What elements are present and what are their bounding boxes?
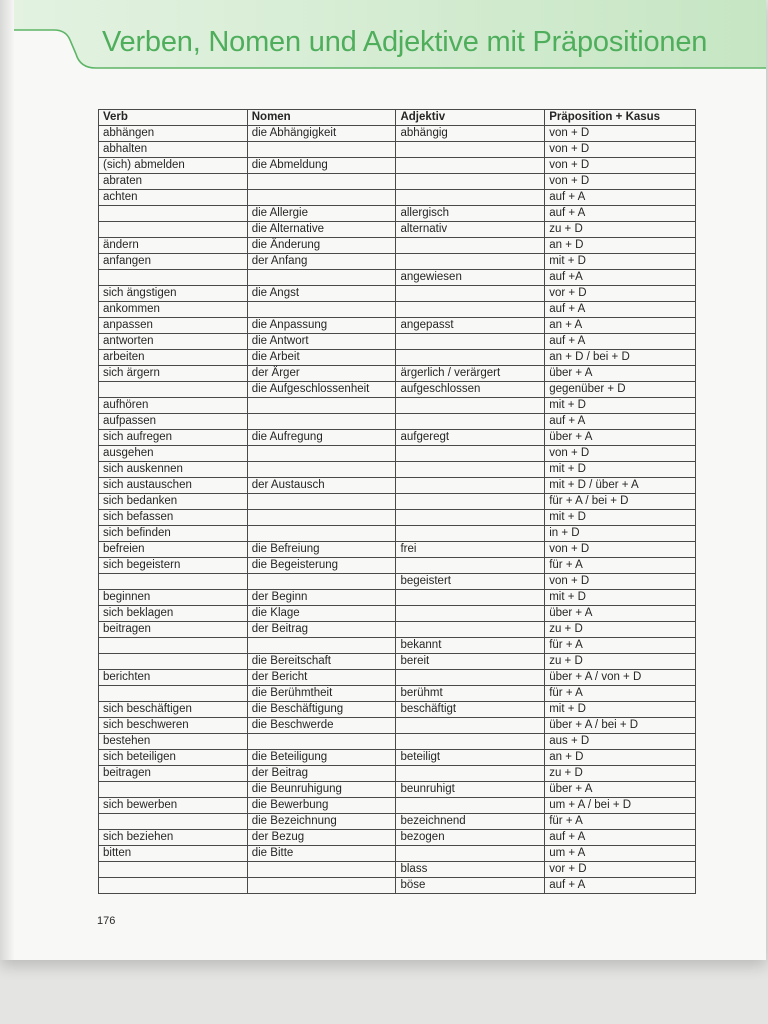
table-row [99, 878, 696, 894]
praeposition-cell: mit + D [545, 398, 696, 414]
praeposition-cell: mit + D [545, 254, 696, 270]
nomen-cell: die Bereitschaft [247, 654, 396, 670]
nomen-cell [247, 574, 396, 590]
table-row [99, 462, 696, 478]
adjektiv-cell: bezogen [396, 830, 545, 846]
adjektiv-cell: abhängig [396, 126, 545, 142]
praeposition-cell: auf + A [545, 190, 696, 206]
adjektiv-cell [396, 606, 545, 622]
praeposition-cell: von + D [545, 126, 696, 142]
nomen-cell [247, 462, 396, 478]
table-row [99, 686, 696, 702]
verb-cell: sich begeistern [99, 558, 248, 574]
nomen-cell: die Aufgeschlossenheit [247, 382, 396, 398]
praeposition-cell: auf + A [545, 206, 696, 222]
adjektiv-cell [396, 622, 545, 638]
nomen-cell [247, 270, 396, 286]
nomen-cell: der Bezug [247, 830, 396, 846]
table-row [99, 334, 696, 350]
nomen-cell [247, 398, 396, 414]
verb-cell: antworten [99, 334, 248, 350]
page-title: Verben, Nomen und Adjektive mit Präpositionen [102, 26, 708, 58]
praeposition-cell: von + D [545, 142, 696, 158]
nomen-cell [247, 190, 396, 206]
nomen-cell [247, 414, 396, 430]
table-row [99, 270, 696, 286]
verb-cell [99, 222, 248, 238]
adjektiv-cell [396, 286, 545, 302]
nomen-cell: der Bericht [247, 670, 396, 686]
adjektiv-cell [396, 302, 545, 318]
adjektiv-cell: böse [396, 878, 545, 894]
table-row [99, 254, 696, 270]
verb-cell [99, 206, 248, 222]
verb-cell: aufhören [99, 398, 248, 414]
adjektiv-cell [396, 734, 545, 750]
verb-cell: sich bewerben [99, 798, 248, 814]
praeposition-cell: zu + D [545, 622, 696, 638]
verb-cell: abhalten [99, 142, 248, 158]
nomen-cell: der Austausch [247, 478, 396, 494]
verb-cell: sich auskennen [99, 462, 248, 478]
adjektiv-cell [396, 510, 545, 526]
adjektiv-cell: begeistert [396, 574, 545, 590]
praeposition-cell: auf + A [545, 830, 696, 846]
nomen-cell [247, 878, 396, 894]
praeposition-cell: auf + A [545, 302, 696, 318]
table-row [99, 398, 696, 414]
verb-cell: anfangen [99, 254, 248, 270]
praeposition-cell: von + D [545, 542, 696, 558]
praeposition-cell: an + D [545, 238, 696, 254]
table-header-row [99, 110, 696, 126]
table-row [99, 510, 696, 526]
table-row [99, 798, 696, 814]
nomen-cell [247, 142, 396, 158]
verb-cell: achten [99, 190, 248, 206]
adjektiv-cell: beunruhigt [396, 782, 545, 798]
verb-cell [99, 814, 248, 830]
praeposition-cell: zu + D [545, 766, 696, 782]
nomen-cell: die Änderung [247, 238, 396, 254]
table-row [99, 494, 696, 510]
table-row [99, 654, 696, 670]
praeposition-cell: zu + D [545, 654, 696, 670]
nomen-cell [247, 446, 396, 462]
adjektiv-cell: bekannt [396, 638, 545, 654]
page-number: 176 [97, 915, 116, 927]
table-row [99, 846, 696, 862]
table-row [99, 238, 696, 254]
adjektiv-cell: beteiligt [396, 750, 545, 766]
nomen-cell [247, 734, 396, 750]
praeposition-cell: über + A / von + D [545, 670, 696, 686]
verb-cell: abhängen [99, 126, 248, 142]
verb-cell: berichten [99, 670, 248, 686]
nomen-cell: der Beitrag [247, 766, 396, 782]
adjektiv-cell [396, 494, 545, 510]
nomen-cell [247, 526, 396, 542]
nomen-cell: die Abhängigkeit [247, 126, 396, 142]
nomen-cell: der Beitrag [247, 622, 396, 638]
adjektiv-cell [396, 398, 545, 414]
nomen-cell: die Abmeldung [247, 158, 396, 174]
nomen-cell: die Antwort [247, 334, 396, 350]
table-row [99, 734, 696, 750]
table-row [99, 158, 696, 174]
table-row [99, 430, 696, 446]
page-binding-edge [0, 0, 14, 960]
adjektiv-cell [396, 670, 545, 686]
table-row [99, 222, 696, 238]
verb-cell: sich beteiligen [99, 750, 248, 766]
praeposition-cell: an + D / bei + D [545, 350, 696, 366]
nomen-cell: die Alternative [247, 222, 396, 238]
table-row [99, 558, 696, 574]
adjektiv-cell [396, 190, 545, 206]
adjektiv-cell [396, 446, 545, 462]
column-header-adjektiv: Adjektiv [396, 110, 545, 126]
adjektiv-cell [396, 478, 545, 494]
table-row [99, 862, 696, 878]
praeposition-cell: um + A / bei + D [545, 798, 696, 814]
table-row [99, 350, 696, 366]
praeposition-cell: für + A [545, 686, 696, 702]
adjektiv-cell: berühmt [396, 686, 545, 702]
praeposition-cell: mit + D [545, 702, 696, 718]
table-row [99, 542, 696, 558]
nomen-cell: die Befreiung [247, 542, 396, 558]
verb-cell: sich beschweren [99, 718, 248, 734]
adjektiv-cell: bereit [396, 654, 545, 670]
verb-cell: sich ärgern [99, 366, 248, 382]
nomen-cell: der Beginn [247, 590, 396, 606]
adjektiv-cell [396, 142, 545, 158]
table-row [99, 670, 696, 686]
verb-cell: ändern [99, 238, 248, 254]
verb-cell: sich beklagen [99, 606, 248, 622]
header-band [0, 0, 766, 72]
nomen-cell: die Bitte [247, 846, 396, 862]
verb-cell: arbeiten [99, 350, 248, 366]
table-row [99, 206, 696, 222]
nomen-cell: die Beunruhigung [247, 782, 396, 798]
praeposition-cell: um + A [545, 846, 696, 862]
nomen-cell: die Beteiligung [247, 750, 396, 766]
verb-cell: sich befassen [99, 510, 248, 526]
verb-cell [99, 574, 248, 590]
nomen-cell: die Berühmtheit [247, 686, 396, 702]
nomen-cell [247, 638, 396, 654]
table-row [99, 446, 696, 462]
table-row [99, 286, 696, 302]
adjektiv-cell [396, 334, 545, 350]
praeposition-cell: an + D [545, 750, 696, 766]
verb-cell [99, 862, 248, 878]
nomen-cell: die Anpassung [247, 318, 396, 334]
praeposition-cell: für + A [545, 814, 696, 830]
vocabulary-table [98, 109, 696, 894]
nomen-cell: die Allergie [247, 206, 396, 222]
adjektiv-cell [396, 590, 545, 606]
verb-cell: abraten [99, 174, 248, 190]
verb-cell: anpassen [99, 318, 248, 334]
table-row [99, 606, 696, 622]
table-row [99, 526, 696, 542]
praeposition-cell: über + A / bei + D [545, 718, 696, 734]
table-row [99, 766, 696, 782]
nomen-cell: die Beschwerde [247, 718, 396, 734]
column-header-verb: Verb [99, 110, 248, 126]
praeposition-cell: mit + D / über + A [545, 478, 696, 494]
verb-cell: aufpassen [99, 414, 248, 430]
praeposition-cell: über + A [545, 606, 696, 622]
table-row [99, 590, 696, 606]
adjektiv-cell [396, 158, 545, 174]
table-row [99, 830, 696, 846]
adjektiv-cell: alternativ [396, 222, 545, 238]
verb-cell [99, 654, 248, 670]
verb-cell: sich bedanken [99, 494, 248, 510]
nomen-cell: die Bewerbung [247, 798, 396, 814]
verb-cell: ausgehen [99, 446, 248, 462]
adjektiv-cell [396, 558, 545, 574]
verb-cell [99, 270, 248, 286]
adjektiv-cell: bezeichnend [396, 814, 545, 830]
praeposition-cell: auf + A [545, 878, 696, 894]
table-row [99, 478, 696, 494]
verb-cell [99, 878, 248, 894]
column-header-nomen: Nomen [247, 110, 396, 126]
verb-cell: bitten [99, 846, 248, 862]
nomen-cell [247, 302, 396, 318]
table-row [99, 366, 696, 382]
nomen-cell: die Begeisterung [247, 558, 396, 574]
adjektiv-cell: allergisch [396, 206, 545, 222]
praeposition-cell: für + A / bei + D [545, 494, 696, 510]
verb-cell [99, 382, 248, 398]
table-row [99, 302, 696, 318]
table-row [99, 174, 696, 190]
nomen-cell: die Arbeit [247, 350, 396, 366]
adjektiv-cell: blass [396, 862, 545, 878]
adjektiv-cell: aufgeschlossen [396, 382, 545, 398]
verb-cell: bestehen [99, 734, 248, 750]
nomen-cell: die Klage [247, 606, 396, 622]
table-row [99, 750, 696, 766]
nomen-cell: die Angst [247, 286, 396, 302]
verb-cell: befreien [99, 542, 248, 558]
praeposition-cell: mit + D [545, 462, 696, 478]
adjektiv-cell [396, 174, 545, 190]
table-row [99, 718, 696, 734]
praeposition-cell: von + D [545, 174, 696, 190]
table-row [99, 126, 696, 142]
adjektiv-cell [396, 414, 545, 430]
praeposition-cell: auf + A [545, 334, 696, 350]
column-header-praeposition-kasus: Präposition + Kasus [545, 110, 696, 126]
praeposition-cell: an + A [545, 318, 696, 334]
verb-cell: sich austauschen [99, 478, 248, 494]
verb-cell: beitragen [99, 622, 248, 638]
verb-cell: sich beschäftigen [99, 702, 248, 718]
praeposition-cell: mit + D [545, 590, 696, 606]
verb-cell [99, 782, 248, 798]
adjektiv-cell [396, 238, 545, 254]
verb-cell: (sich) abmelden [99, 158, 248, 174]
nomen-cell: die Beschäftigung [247, 702, 396, 718]
nomen-cell [247, 174, 396, 190]
praeposition-cell: über + A [545, 782, 696, 798]
praeposition-cell: vor + D [545, 286, 696, 302]
table-row [99, 318, 696, 334]
verb-cell: sich befinden [99, 526, 248, 542]
nomen-cell: die Bezeichnung [247, 814, 396, 830]
verb-cell: sich ängstigen [99, 286, 248, 302]
adjektiv-cell: frei [396, 542, 545, 558]
praeposition-cell: zu + D [545, 222, 696, 238]
praeposition-cell: über + A [545, 430, 696, 446]
adjektiv-cell: aufgeregt [396, 430, 545, 446]
adjektiv-cell [396, 526, 545, 542]
verb-cell: sich beziehen [99, 830, 248, 846]
praeposition-cell: von + D [545, 446, 696, 462]
verb-cell: ankommen [99, 302, 248, 318]
nomen-cell: der Ärger [247, 366, 396, 382]
adjektiv-cell [396, 462, 545, 478]
praeposition-cell: gegenüber + D [545, 382, 696, 398]
nomen-cell [247, 862, 396, 878]
praeposition-cell: aus + D [545, 734, 696, 750]
praeposition-cell: in + D [545, 526, 696, 542]
praeposition-cell: auf + A [545, 414, 696, 430]
verb-cell [99, 686, 248, 702]
adjektiv-cell [396, 350, 545, 366]
adjektiv-cell: angewiesen [396, 270, 545, 286]
praeposition-cell: vor + D [545, 862, 696, 878]
adjektiv-cell [396, 254, 545, 270]
praeposition-cell: für + A [545, 638, 696, 654]
praeposition-cell: von + D [545, 158, 696, 174]
table-row [99, 814, 696, 830]
nomen-cell [247, 510, 396, 526]
table-row [99, 142, 696, 158]
table-row [99, 382, 696, 398]
table-row [99, 574, 696, 590]
verb-cell: sich aufregen [99, 430, 248, 446]
praeposition-cell: von + D [545, 574, 696, 590]
praeposition-cell: über + A [545, 366, 696, 382]
nomen-cell: die Aufregung [247, 430, 396, 446]
verb-cell [99, 638, 248, 654]
adjektiv-cell [396, 766, 545, 782]
table-row [99, 622, 696, 638]
adjektiv-cell [396, 718, 545, 734]
table-row [99, 190, 696, 206]
table-row [99, 638, 696, 654]
nomen-cell [247, 494, 396, 510]
adjektiv-cell: ärgerlich / verärgert [396, 366, 545, 382]
praeposition-cell: auf +A [545, 270, 696, 286]
table-row [99, 702, 696, 718]
adjektiv-cell: beschäftigt [396, 702, 545, 718]
table-row [99, 782, 696, 798]
table-row [99, 414, 696, 430]
adjektiv-cell: angepasst [396, 318, 545, 334]
adjektiv-cell [396, 846, 545, 862]
adjektiv-cell [396, 798, 545, 814]
praeposition-cell: mit + D [545, 510, 696, 526]
verb-cell: beitragen [99, 766, 248, 782]
verb-cell: beginnen [99, 590, 248, 606]
praeposition-cell: für + A [545, 558, 696, 574]
nomen-cell: der Anfang [247, 254, 396, 270]
